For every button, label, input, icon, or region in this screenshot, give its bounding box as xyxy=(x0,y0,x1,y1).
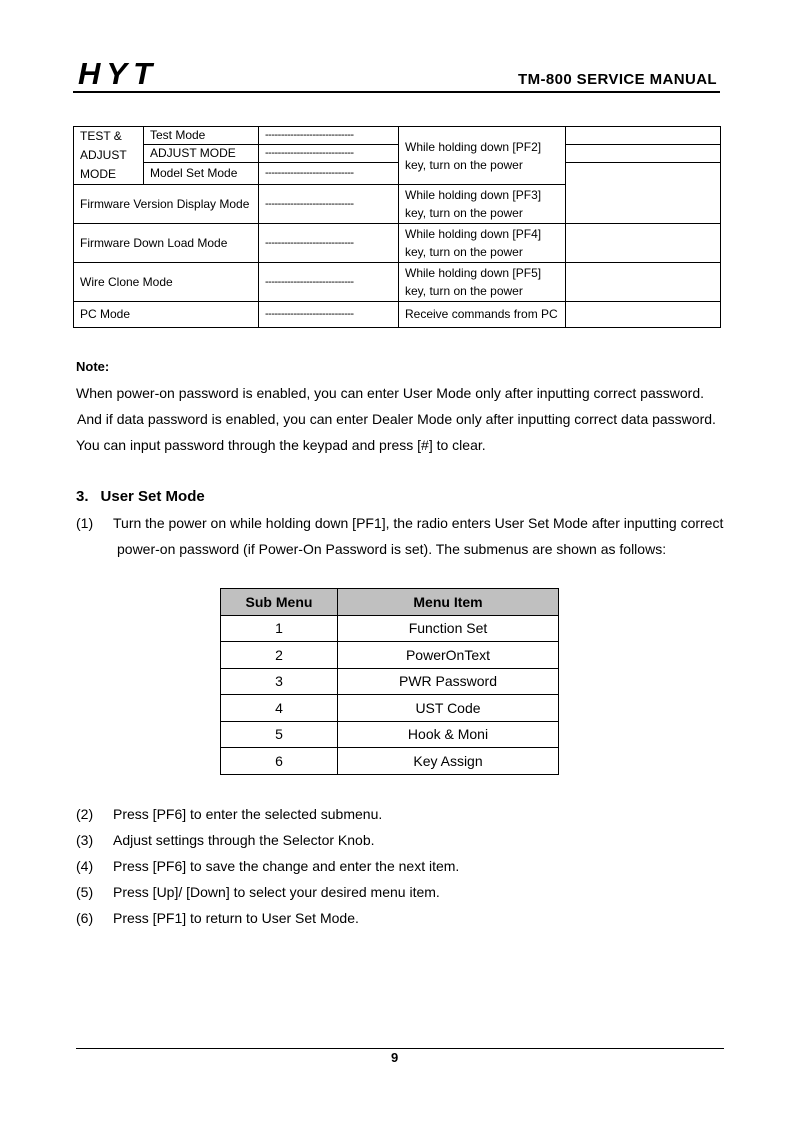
menu-item-cell: PowerOnText xyxy=(338,642,559,669)
submenu-cell: 3 xyxy=(221,668,338,695)
submenu-cell: 1 xyxy=(221,615,338,642)
step-text: Turn the power on while holding down [PF1], the radio enters User Set Mode after inputting correct xyxy=(113,515,724,531)
step-number: (2) xyxy=(76,806,94,822)
page-number: 9 xyxy=(391,1050,399,1065)
menu-item-cell: PWR Password xyxy=(338,668,559,695)
submenu-cell: 6 xyxy=(221,748,338,775)
step-number: (3) xyxy=(76,832,94,848)
mode-name: Wire Clone Mode xyxy=(74,263,259,302)
step-text: power-on password (if Power-On Password is set). The submenus are shown as follows: xyxy=(117,541,667,557)
menu-item-header: Menu Item xyxy=(338,589,559,616)
sub-mode-adjust: ADJUST MODE xyxy=(144,145,259,163)
note-line: You can input password through the keypad and press [#] to clear. xyxy=(76,437,486,453)
note-title: Note: xyxy=(76,359,110,374)
blank-cell xyxy=(566,263,721,302)
blank-cell xyxy=(566,145,721,163)
submenu-table xyxy=(220,588,559,775)
dash-cell: ---------------------------- xyxy=(259,302,399,328)
section-heading: User Set Mode xyxy=(100,488,205,505)
step-number: (6) xyxy=(76,910,94,926)
step-number: (1) xyxy=(76,515,94,531)
step-text: Adjust settings through the Selector Knob. xyxy=(113,832,375,848)
menu-item-cell: Hook & Moni xyxy=(338,721,559,748)
doc-title: TM-800 SERVICE MANUAL xyxy=(518,71,717,88)
table-row xyxy=(221,695,559,722)
test-adjust-label: TEST & ADJUST MODE xyxy=(74,127,144,185)
step-text: Press [PF6] to enter the selected submenu. xyxy=(113,806,383,822)
hyt-logo-text: HYT xyxy=(78,58,158,88)
hyt-logo xyxy=(76,58,202,88)
mode-condition: While holding down [PF3] key, turn on the power xyxy=(399,185,566,224)
step-number: (5) xyxy=(76,884,94,900)
blank-cell xyxy=(566,127,721,145)
dash-cell: ---------------------------- xyxy=(259,127,399,145)
menu-item-cell: Function Set xyxy=(338,615,559,642)
dash-cell: ---------------------------- xyxy=(259,145,399,163)
blank-cell xyxy=(566,302,721,328)
table-row xyxy=(221,615,559,642)
submenu-cell: 4 xyxy=(221,695,338,722)
table-row xyxy=(221,748,559,775)
header-rule xyxy=(73,91,720,93)
mode-table xyxy=(73,126,721,328)
submenu-header: Sub Menu xyxy=(221,589,338,616)
dash-cell: ---------------------------- xyxy=(259,185,399,224)
table-row xyxy=(221,642,559,669)
step-number: (4) xyxy=(76,858,94,874)
menu-item-cell: Key Assign xyxy=(338,748,559,775)
mode-name: Firmware Version Display Mode xyxy=(74,185,259,224)
mode-condition: While holding down [PF4] key, turn on the power xyxy=(399,224,566,263)
section-title xyxy=(76,488,205,505)
submenu-cell: 2 xyxy=(221,642,338,669)
menu-item-cell: UST Code xyxy=(338,695,559,722)
mode-condition: While holding down [PF5] key, turn on the power xyxy=(399,263,566,302)
table-row xyxy=(221,668,559,695)
dash-cell: ---------------------------- xyxy=(259,163,399,185)
table-row xyxy=(221,721,559,748)
test-condition: While holding down [PF2] key, turn on the power xyxy=(399,127,566,185)
blank-cell xyxy=(566,224,721,263)
dash-cell: ---------------------------- xyxy=(259,224,399,263)
step-text: Press [Up]/ [Down] to select your desired menu item. xyxy=(113,884,440,900)
sub-mode-test: Test Mode xyxy=(144,127,259,145)
dash-cell: ---------------------------- xyxy=(259,263,399,302)
step-text: Press [PF1] to return to User Set Mode. xyxy=(113,910,359,926)
note-line: When power-on password is enabled, you can enter User Mode only after inputting correct password. xyxy=(76,385,704,401)
mode-name: Firmware Down Load Mode xyxy=(74,224,259,263)
mode-name: PC Mode xyxy=(74,302,259,328)
footer-rule xyxy=(76,1048,724,1049)
section-number: 3. xyxy=(76,488,89,505)
note-line: And if data password is enabled, you can enter Dealer Mode only after inputting correct data password. xyxy=(77,411,716,427)
sub-mode-model-set: Model Set Mode xyxy=(144,163,259,185)
submenu-cell: 5 xyxy=(221,721,338,748)
mode-condition: Receive commands from PC xyxy=(399,302,566,328)
blank-cell xyxy=(566,163,721,224)
step-text: Press [PF6] to save the change and enter the next item. xyxy=(113,858,460,874)
